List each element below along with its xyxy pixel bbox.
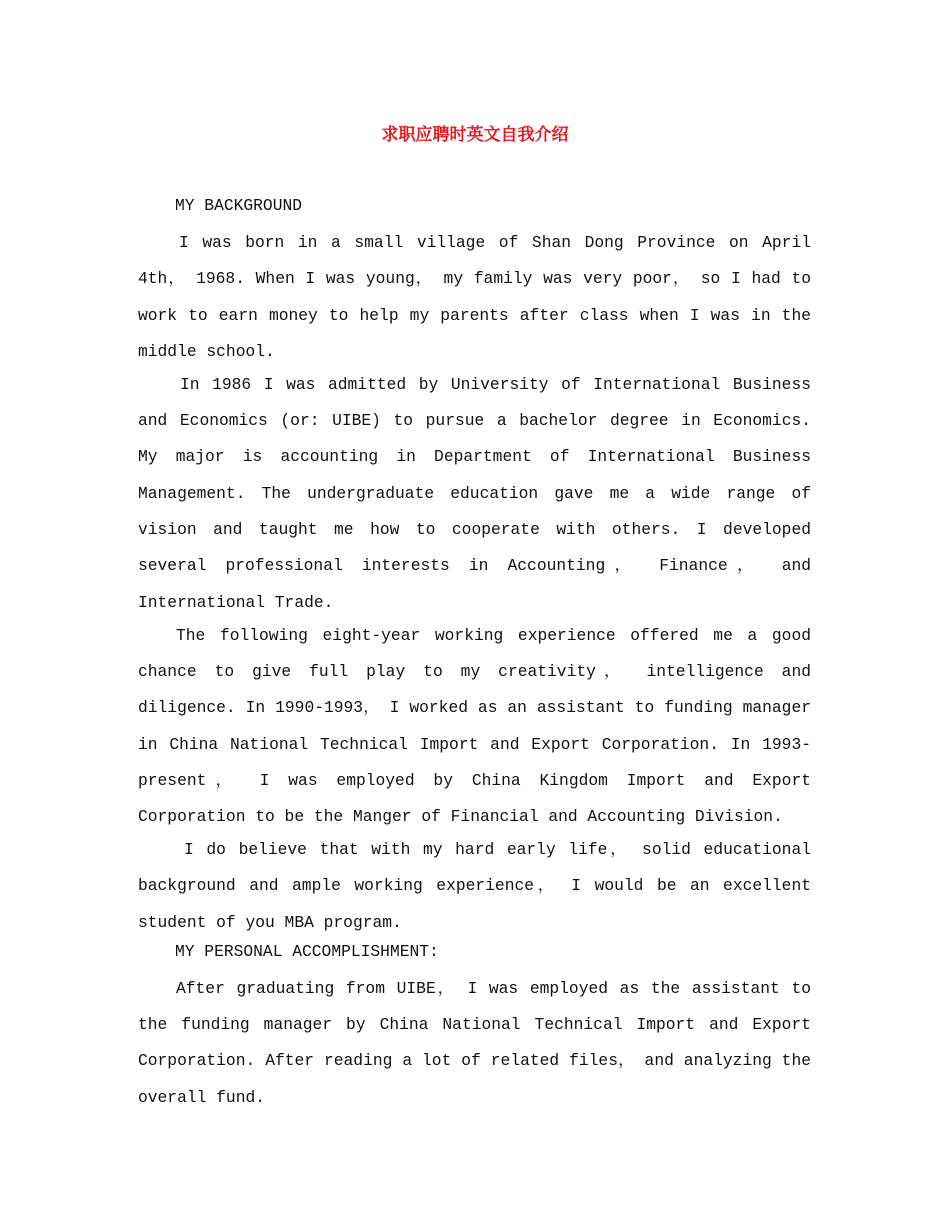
- paragraph-education: In 1986 I was admitted by University of International Business and Economics (or: UIBE) to pursue a bachelor degree in Economics. My major is accounting in Department of International Business Management. The undergraduate education gave me a wide range of vision and taught me how to cooperate with others. I developed several professional interests in Accounting， Finance， and International Trade.: [138, 374, 811, 612]
- document-body: [138, 192, 811, 1113]
- paragraph-birth: I was born in a small village of Shan Dong Province on April 4th， 1968. When I was young， my family was very poor， so I had to work to earn money to help my parents after class when I was in the middle school.: [138, 233, 811, 361]
- paragraph-work-experience: The following eight-year working experience offered me a good chance to give full play to my creativity， intelligence and diligence. In 1990-1993， I worked as an assistant to funding manager in China National Technical Import and Export Corporation. In 1993-present， I was employed by China Kingdom Import and Export Corporation to be the Manger of Financial and Accounting Division.: [138, 625, 811, 827]
- section-heading-accomplishment: MY PERSONAL ACCOMPLISHMENT:: [175, 941, 439, 961]
- section-heading-background: MY BACKGROUND: [175, 196, 303, 215]
- paragraph-accomplishment: After graduating from UIBE， I was employed as the assistant to the funding manager by China National Technical Import and Export Corporation. After reading a lot of related files， and analyzing the overall fund.: [138, 978, 811, 1107]
- paragraph-conclusion: I do believe that with my hard early life， solid educational background and ample working experience， I would be an excellent student of you MBA program.: [138, 840, 811, 932]
- document-title: 求职应聘时英文自我介绍: [381, 125, 569, 145]
